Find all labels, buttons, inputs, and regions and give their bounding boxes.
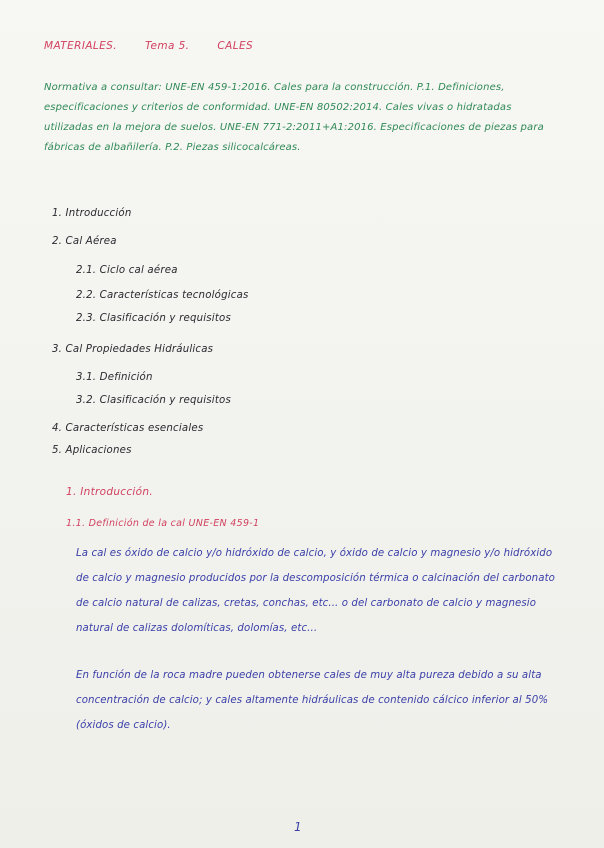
- subject-label: MATERIALES.: [44, 40, 117, 52]
- toc-item-4: 4. Características esenciales: [52, 423, 204, 434]
- toc-item-2-3: 2.3. Clasificación y requisitos: [76, 313, 231, 324]
- toc-item-2: 2. Cal Aérea: [52, 236, 117, 247]
- toc-item-1: 1. Introducción: [52, 208, 132, 219]
- toc-item-2-1: 2.1. Ciclo cal aérea: [76, 265, 178, 276]
- toc-item-3-1: 3.1. Definición: [76, 372, 153, 383]
- topic-label: Tema 5.: [145, 40, 190, 52]
- page-number: 1: [294, 820, 302, 834]
- toc-item-2-2: 2.2. Características tecnológicas: [76, 290, 249, 301]
- toc-item-3-2: 3.2. Clasificación y requisitos: [76, 395, 231, 406]
- purity-paragraph: En función de la roca madre pueden obtenerse cales de muy alta pureza debido a su alta concentración de calcio; y cales altamente hidráulicas de contenido cálcico inferior al 50% (óxidos de calcio).: [76, 670, 549, 731]
- toc-item-5: 5. Aplicaciones: [52, 445, 132, 456]
- normativa-paragraph: Normativa a consultar: UNE-EN 459-1:2016. Cales para la construcción. P.1. Definiciones, especificaciones y criterios de conformidad. UNE-EN 80502:2014. Cales vivas o hidratadas utilizadas en la mejora de suelos. UNE-EN 771-2:2011+A1:2016. Especificaciones de piezas para fábricas de albañilería. P.2. Piezas silicocalcáreas.: [44, 82, 544, 153]
- section-title: 1. Introducción.: [66, 486, 153, 498]
- page-title: CALES: [217, 40, 254, 52]
- definition-paragraph: La cal es óxido de calcio y/o hidróxido de calcio, y óxido de calcio y magnesio y/o hidróxido de calcio y magnesio producidos por la descomposición térmica o calcinación del carbonato de calcio natural de calizas, cretas, conchas, etc... o del carbonato de calcio y magnesio natural de calizas dolomíticas, dolomías, etc...: [76, 548, 555, 634]
- subsection-title: 1.1. Definición de la cal UNE-EN 459-1: [66, 518, 260, 529]
- toc-item-3: 3. Cal Propiedades Hidráulicas: [52, 344, 214, 355]
